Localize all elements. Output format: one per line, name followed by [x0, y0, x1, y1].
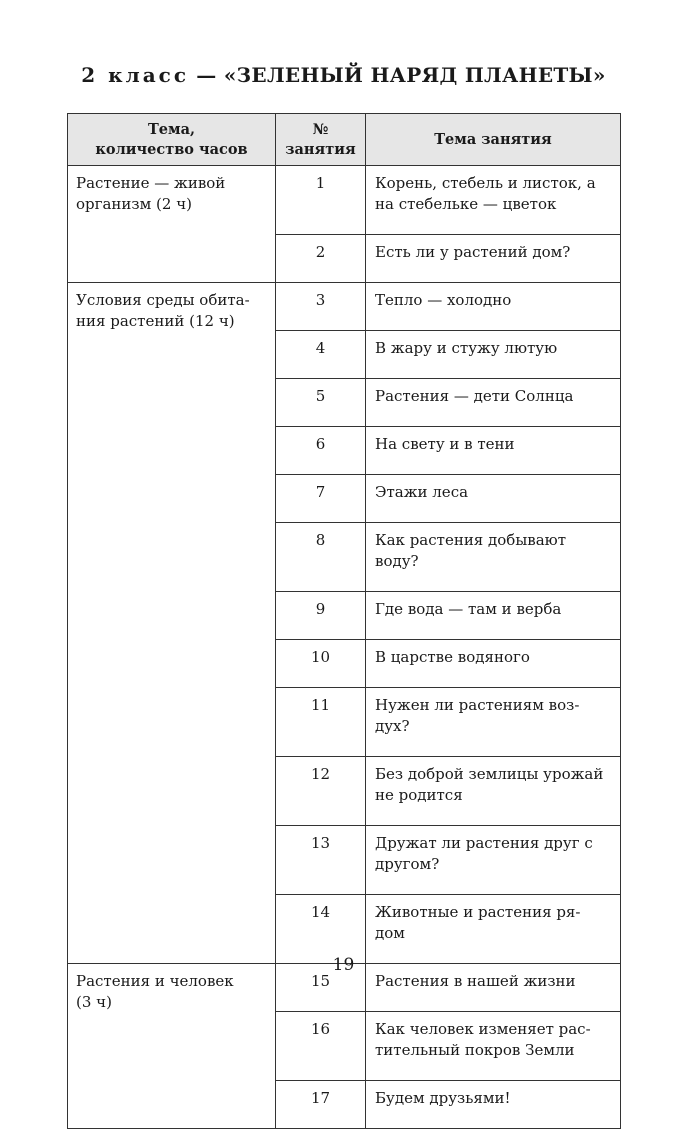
lesson-title [366, 826, 621, 895]
lesson-title: Этажи леса [366, 475, 621, 523]
lesson-title-line2: не родится [375, 786, 463, 804]
lesson-number: 9 [276, 592, 366, 640]
section-cell [68, 166, 276, 283]
lesson-title: На свету и в тени [366, 427, 621, 475]
lesson-number: 6 [276, 427, 366, 475]
section-line2: ния растений (12 ч) [76, 312, 235, 330]
title-main: «ЗЕЛЕНЫЙ НАРЯД ПЛАНЕТЫ» [223, 63, 606, 87]
lesson-number: 12 [276, 757, 366, 826]
lesson-number: 11 [276, 688, 366, 757]
lesson-title [366, 1012, 621, 1081]
lesson-title-line1: Нужен ли растениям воз- [375, 696, 580, 714]
lesson-title-line1: Корень, стебель и листок, а [375, 174, 596, 192]
lesson-title-line1: Как человек изменяет рас- [375, 1020, 591, 1038]
lesson-title: Где вода — там и верба [366, 592, 621, 640]
lesson-number: 17 [276, 1081, 366, 1129]
lesson-number: 2 [276, 235, 366, 283]
lesson-title: В царстве водяного [366, 640, 621, 688]
section-line1: Растение — живой [76, 174, 226, 192]
section-line1: Условия среды обита- [76, 291, 250, 309]
header-number-line2: занятия [285, 140, 356, 158]
section-cell [68, 964, 276, 1129]
header-topic-line1: Тема, [147, 120, 196, 138]
section-line2: (3 ч) [76, 993, 112, 1011]
page-number: 19 [332, 955, 355, 975]
lesson-number: 8 [276, 523, 366, 592]
lesson-title [366, 166, 621, 235]
lesson-title [366, 523, 621, 592]
lesson-title: Будем друзьями! [366, 1081, 621, 1129]
page-title [0, 63, 687, 87]
table-header-row [68, 114, 621, 166]
lesson-title-line2: другом? [375, 855, 440, 873]
lesson-number: 13 [276, 826, 366, 895]
lesson-number: 16 [276, 1012, 366, 1081]
lesson-number: 10 [276, 640, 366, 688]
lesson-title-line1: Животные и растения ря- [375, 903, 581, 921]
section-line1: Растения и человек [76, 972, 234, 990]
lesson-title-line2: воду? [375, 552, 419, 570]
section-cell [68, 283, 276, 964]
lesson-number: 15 [276, 964, 366, 1012]
header-number [276, 114, 366, 166]
table-row [68, 283, 621, 331]
header-topic [68, 114, 276, 166]
section-line2: организм (2 ч) [76, 195, 192, 213]
lesson-title-line1: Как растения добывают [375, 531, 567, 549]
header-topic-line2: количество часов [95, 140, 248, 158]
header-number-line1: № [312, 120, 329, 138]
lesson-title-line1: Без доброй землицы урожай [375, 765, 604, 783]
lesson-number: 7 [276, 475, 366, 523]
lesson-number: 4 [276, 331, 366, 379]
title-dash: — [189, 63, 224, 87]
lesson-title-line2: тительный покров Земли [375, 1041, 575, 1059]
lesson-title: Растения в нашей жизни [366, 964, 621, 1012]
header-lesson: Тема занятия [366, 114, 621, 166]
curriculum-table [67, 113, 621, 1129]
lesson-title: В жару и стужу лютую [366, 331, 621, 379]
lesson-title [366, 895, 621, 964]
lesson-number: 3 [276, 283, 366, 331]
lesson-title-line2: дом [375, 924, 405, 942]
lesson-title: Тепло — холодно [366, 283, 621, 331]
lesson-title [366, 757, 621, 826]
lesson-number: 1 [276, 166, 366, 235]
lesson-title: Растения — дети Солнца [366, 379, 621, 427]
lesson-title-line2: дух? [375, 717, 410, 735]
title-prefix: 2 класс [81, 63, 190, 87]
table-row [68, 166, 621, 235]
lesson-title: Есть ли у растений дом? [366, 235, 621, 283]
lesson-number: 14 [276, 895, 366, 964]
lesson-number: 5 [276, 379, 366, 427]
lesson-title-line2: на стебельке — цветок [375, 195, 557, 213]
lesson-title-line1: Дружат ли растения друг с [375, 834, 593, 852]
lesson-title [366, 688, 621, 757]
